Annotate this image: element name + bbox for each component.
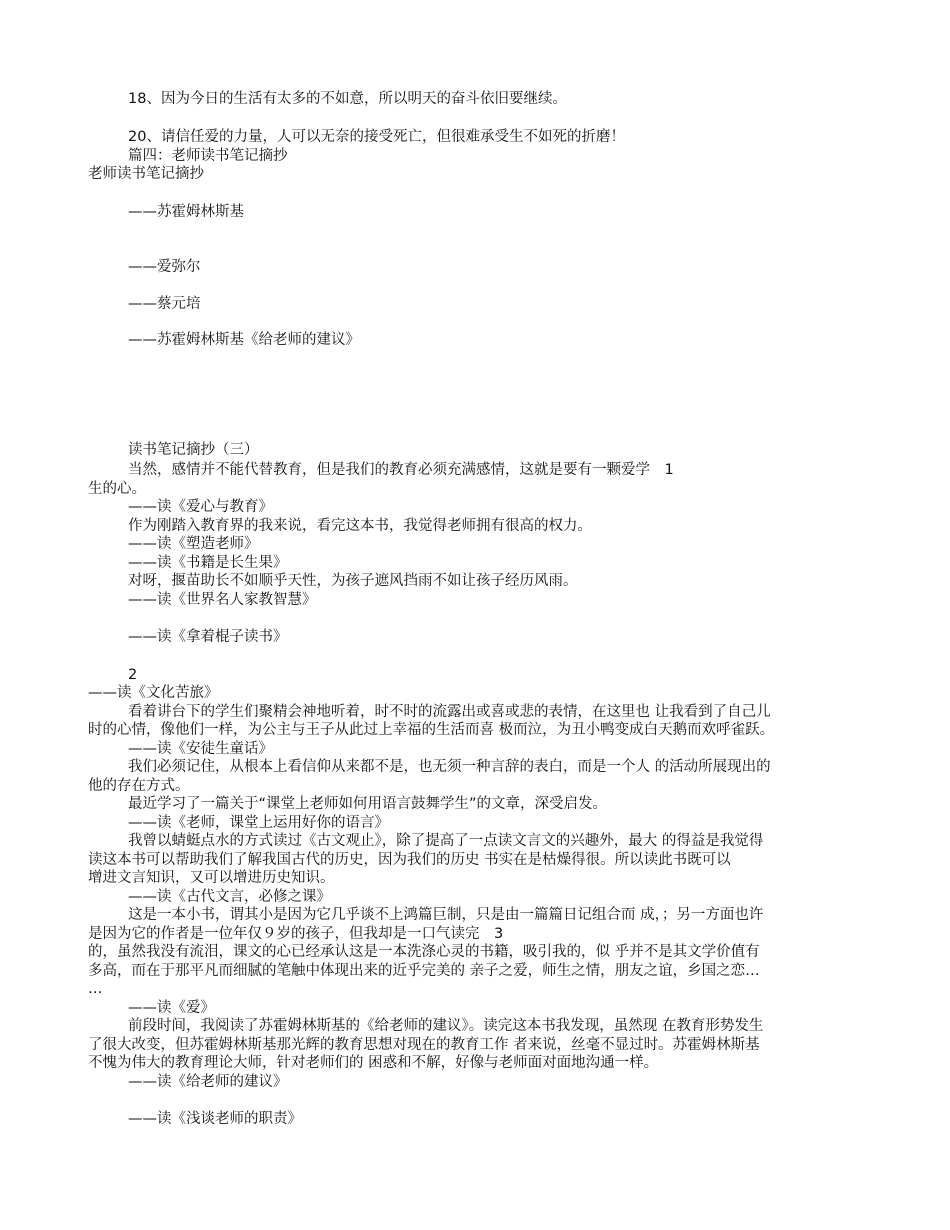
paragraph-line: … [88, 981, 103, 997]
attribution: ——读《浅谈老师的职责》 [128, 1111, 302, 1127]
attribution: ——读《拿着棍子读书》 [128, 629, 288, 645]
paragraph-line: 读这本书可以帮助我们了解我国古代的历史，因为我们的历史 书实在是枯燥得很。所以读此书既可以 [88, 852, 731, 868]
paragraph-line: 最近学习了一篇关于“课堂上老师如何用语言鼓舞学生”的文章，深受启发。 [128, 796, 608, 812]
paragraph-line: 增进文言知识，又可以增进历史知识。 [88, 870, 335, 886]
subsection-heading: 读书笔记摘抄（三） [128, 442, 259, 458]
attribution: ——读《爱》 [128, 1000, 215, 1016]
attribution: ——爱弥尔 [128, 259, 201, 275]
paragraph-line: 不愧为伟大的教育理论大师，针对老师们的 困惑和不解，好像与老师面对面地沟通一样。 [88, 1055, 659, 1071]
attribution: ——读《老师，课堂上运用好你的语言》 [128, 815, 389, 831]
attribution: ——苏霍姆林斯基《给老师的建议》 [128, 332, 360, 348]
paragraph-line: 是因为它的作者是一位年仅９岁的孩子，但我却是一口气读完 3 [88, 926, 504, 942]
paragraph-line: 我曾以蜻蜓点水的方式读过《古文观止》，除了提高了一点读文言文的兴趣外，最大 的得益是我觉得 [128, 833, 764, 849]
attribution: ——读《爱心与教育》 [128, 499, 273, 515]
attribution: ——读《安徒生童话》 [128, 741, 273, 757]
paragraph-line: 多高，而在于那平凡而细腻的笔触中体现出来的近乎完美的 亲子之爱，师生之情，朋友之谊，乡国之恋… [88, 963, 760, 979]
attribution: ——读《古代文言，必修之课》 [128, 889, 331, 905]
paragraph-line: 当然，感情并不能代替教育，但是我们的教育必须充满感情，这就是要有一颗爱学 1 [128, 462, 674, 478]
page-number: 2 [128, 667, 138, 683]
attribution: ——蔡元培 [128, 296, 201, 312]
attribution: ——读《塑造老师》 [128, 536, 259, 552]
paragraph-line: 的，虽然我没有流泪，课文的心已经承认这是一本洗涤心灵的书籍，吸引我的，似 乎并不是其文学价值有 [88, 944, 760, 960]
section-heading: 篇四：老师读书笔记摘抄 [128, 148, 288, 164]
attribution: ——读《给老师的建议》 [128, 1074, 288, 1090]
paragraph-line: 生的心。 [88, 481, 146, 497]
doc-title: 老师读书笔记摘抄 [88, 166, 204, 182]
attribution: ——苏霍姆林斯基 [128, 204, 244, 220]
attribution: ——读《文化苦旅》 [88, 685, 219, 701]
attribution: ——读《书籍是长生果》 [128, 555, 288, 571]
line-18: 18、因为今日的生活有太多的不如意，所以明天的奋斗依旧要继续。 [128, 91, 567, 107]
paragraph-line: 我们必须记住，从根本上看信仰从来都不是，也无须一种言辞的表白，而是一个人 的活动所展现出的 [128, 759, 771, 775]
paragraph-line: 作为刚踏入教育界的我来说，看完这本书，我觉得老师拥有很高的权力。 [128, 518, 592, 534]
line-20: 20、请信任爱的力量，人可以无奈的接受死亡，但很难承受生不如死的折磨！ [128, 129, 625, 145]
paragraph-line: 前段时间，我阅读了苏霍姆林斯基的《给老师的建议》。读完这本书我发现，虽然现 在教育形势发生 [128, 1018, 764, 1034]
paragraph-line: 他的存在方式。 [88, 778, 190, 794]
paragraph-line: 了很大改变，但苏霍姆林斯基那光辉的教育思想对现在的教育工作 者来说，丝毫不显过时。苏霍姆林斯基 [88, 1037, 760, 1053]
paragraph-line: 看着讲台下的学生们聚精会神地听着，时不时的流露出或喜或悲的表情，在这里也 让我看到了自己儿 [128, 704, 771, 720]
paragraph-line: 对呀，揠苗助长不如顺乎天性，为孩子遮风挡雨不如让孩子经历风雨。 [128, 573, 578, 589]
attribution: ——读《世界名人家教智慧》 [128, 592, 317, 608]
paragraph-line: 这是一本小书，谓其小是因为它几乎谈不上鸿篇巨制，只是由一篇篇日记组合而 成，；另一方面也许 [128, 907, 764, 923]
paragraph-line: 时的心情，像他们一样，为公主与王子从此过上幸福的生活而喜 极而泣，为丑小鸭变成白天鹅而欢呼雀跃。 [88, 722, 775, 738]
